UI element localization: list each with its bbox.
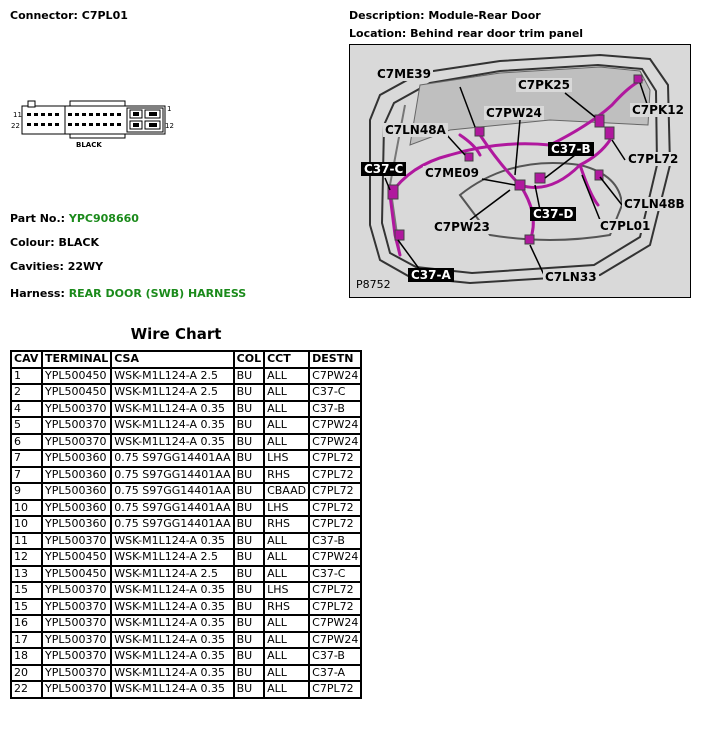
connector-id: C7PL01 — [81, 9, 128, 22]
cell-cct: CBAAD — [264, 483, 309, 500]
header-csa: CSA — [111, 351, 233, 368]
cell-terminal: YPL500370 — [42, 582, 111, 599]
colour-value: BLACK — [58, 236, 99, 249]
cell-terminal: YPL500360 — [42, 483, 111, 500]
callout-c7pk25: C7PK25 — [518, 78, 570, 92]
cell-col: BU — [234, 648, 264, 665]
table-row — [11, 434, 361, 451]
cell-cct: ALL — [264, 632, 309, 649]
cell-cav: 15 — [11, 599, 42, 616]
cell-cct: ALL — [264, 417, 309, 434]
cell-destn: C7PW24 — [309, 417, 361, 434]
callout-c7me39: C7ME39 — [377, 67, 431, 81]
cell-cct: ALL — [264, 368, 309, 385]
description-info — [349, 9, 541, 22]
cell-cav: 2 — [11, 384, 42, 401]
cell-cct: ALL — [264, 615, 309, 632]
cell-cav: 6 — [11, 434, 42, 451]
cell-csa: WSK-M1L124-A 2.5 — [111, 368, 233, 385]
callout-c7pl01: C7PL01 — [600, 219, 651, 233]
cell-cav: 7 — [11, 467, 42, 484]
cell-csa: WSK-M1L124-A 2.5 — [111, 566, 233, 583]
header-cct: CCT — [264, 351, 309, 368]
cell-csa: 0.75 S97GG14401AA — [111, 450, 233, 467]
cell-csa: WSK-M1L124-A 0.35 — [111, 417, 233, 434]
cell-terminal: YPL500370 — [42, 632, 111, 649]
cell-col: BU — [234, 500, 264, 517]
header-cav: CAV — [11, 351, 42, 368]
cell-cct: LHS — [264, 582, 309, 599]
cell-destn: C7PL72 — [309, 450, 361, 467]
cell-destn: C7PL72 — [309, 681, 361, 698]
table-row — [11, 549, 361, 566]
cell-cct: ALL — [264, 533, 309, 550]
table-row — [11, 533, 361, 550]
cell-csa: WSK-M1L124-A 0.35 — [111, 665, 233, 682]
cell-terminal: YPL500370 — [42, 665, 111, 682]
callout-c37c: C37-C — [361, 162, 406, 176]
cell-csa: WSK-M1L124-A 0.35 — [111, 615, 233, 632]
cell-cav: 1 — [11, 368, 42, 385]
pin-label-bottom-left: 22 — [11, 122, 20, 130]
callout-c37b: C37-B — [548, 142, 594, 156]
cell-cct: LHS — [264, 500, 309, 517]
table-row — [11, 599, 361, 616]
cell-destn: C7PL72 — [309, 483, 361, 500]
cell-cct: ALL — [264, 665, 309, 682]
cell-col: BU — [234, 450, 264, 467]
table-row — [11, 516, 361, 533]
cell-cav: 15 — [11, 582, 42, 599]
callout-c7me09: C7ME09 — [425, 166, 479, 180]
cell-csa: WSK-M1L124-A 2.5 — [111, 384, 233, 401]
cell-cav: 12 — [11, 549, 42, 566]
cell-terminal: YPL500360 — [42, 467, 111, 484]
pin-label-top-right: 1 — [167, 105, 172, 113]
cell-cct: RHS — [264, 467, 309, 484]
cell-destn: C37-C — [309, 384, 361, 401]
table-header-row — [11, 351, 361, 368]
table-row — [11, 648, 361, 665]
table-row — [11, 582, 361, 599]
cell-terminal: YPL500370 — [42, 648, 111, 665]
table-row — [11, 368, 361, 385]
cavities-value: 22WY — [67, 260, 104, 273]
callout-c7ln33: C7LN33 — [545, 270, 597, 284]
cell-cav: 11 — [11, 533, 42, 550]
cell-destn: C37-B — [309, 533, 361, 550]
cell-col: BU — [234, 368, 264, 385]
location-label: Location: — [349, 27, 407, 40]
cell-col: BU — [234, 665, 264, 682]
table-row — [11, 384, 361, 401]
cavities-label: Cavities: — [10, 260, 64, 273]
location-info — [349, 27, 583, 40]
cell-col: BU — [234, 401, 264, 418]
callout-c7ln48a: C7LN48A — [385, 123, 446, 137]
cell-terminal: YPL500370 — [42, 434, 111, 451]
pin-label-bottom-right: 12 — [165, 122, 174, 130]
cell-csa: 0.75 S97GG14401AA — [111, 483, 233, 500]
cell-cav: 5 — [11, 417, 42, 434]
cell-cct: ALL — [264, 681, 309, 698]
cell-destn: C7PW24 — [309, 368, 361, 385]
cell-terminal: YPL500450 — [42, 368, 111, 385]
harness-label: Harness: — [10, 287, 65, 300]
cell-destn: C37-B — [309, 401, 361, 418]
cell-cct: ALL — [264, 434, 309, 451]
location-picture — [349, 44, 691, 298]
cell-terminal: YPL500450 — [42, 549, 111, 566]
cell-terminal: YPL500370 — [42, 401, 111, 418]
cell-destn: C7PW24 — [309, 549, 361, 566]
cell-csa: 0.75 S97GG14401AA — [111, 516, 233, 533]
cell-cav: 7 — [11, 450, 42, 467]
cell-destn: C7PL72 — [309, 467, 361, 484]
cell-destn: C7PW24 — [309, 632, 361, 649]
cell-csa: 0.75 S97GG14401AA — [111, 500, 233, 517]
cell-csa: WSK-M1L124-A 0.35 — [111, 648, 233, 665]
cell-terminal: YPL500370 — [42, 681, 111, 698]
header-col: COL — [234, 351, 264, 368]
cell-cct: ALL — [264, 401, 309, 418]
table-row — [11, 632, 361, 649]
cell-destn: C37-A — [309, 665, 361, 682]
part-no-info — [10, 212, 139, 225]
header-terminal: TERMINAL — [42, 351, 111, 368]
cell-terminal: YPL500370 — [42, 417, 111, 434]
cell-csa: WSK-M1L124-A 0.35 — [111, 434, 233, 451]
table-row — [11, 467, 361, 484]
cell-cct: ALL — [264, 549, 309, 566]
table-row — [11, 450, 361, 467]
connector-face-drawing — [10, 100, 180, 150]
callout-c37d: C37-D — [530, 207, 576, 221]
picture-reference: P8752 — [356, 278, 391, 291]
cell-destn: C7PW24 — [309, 615, 361, 632]
cell-csa: 0.75 S97GG14401AA — [111, 467, 233, 484]
wire-chart-body — [11, 368, 361, 698]
cell-terminal: YPL500360 — [42, 516, 111, 533]
table-row — [11, 566, 361, 583]
cell-cct: ALL — [264, 566, 309, 583]
callout-c7ln48b: C7LN48B — [624, 197, 685, 211]
connector-colour-label: BLACK — [76, 141, 102, 149]
cell-col: BU — [234, 582, 264, 599]
cell-cct: LHS — [264, 450, 309, 467]
cell-cct: ALL — [264, 384, 309, 401]
cell-terminal: YPL500360 — [42, 450, 111, 467]
part-no-label: Part No.: — [10, 212, 66, 225]
cell-csa: WSK-M1L124-A 0.35 — [111, 599, 233, 616]
harness-link[interactable]: REAR DOOR (SWB) HARNESS — [68, 287, 247, 300]
cell-col: BU — [234, 681, 264, 698]
cell-col: BU — [234, 549, 264, 566]
description-value: Module-Rear Door — [428, 9, 541, 22]
cell-terminal: YPL500370 — [42, 599, 111, 616]
cell-col: BU — [234, 533, 264, 550]
colour-label: Colour: — [10, 236, 55, 249]
callout-c7pk12: C7PK12 — [632, 103, 684, 117]
cell-csa: WSK-M1L124-A 0.35 — [111, 533, 233, 550]
cell-col: BU — [234, 483, 264, 500]
cell-col: BU — [234, 467, 264, 484]
table-row — [11, 681, 361, 698]
cell-destn: C7PW24 — [309, 434, 361, 451]
callout-c7pw24: C7PW24 — [486, 106, 542, 120]
cell-csa: WSK-M1L124-A 0.35 — [111, 401, 233, 418]
connector-info — [10, 9, 128, 22]
cell-terminal: YPL500450 — [42, 566, 111, 583]
cell-destn: C7PL72 — [309, 516, 361, 533]
cell-cav: 16 — [11, 615, 42, 632]
table-row — [11, 483, 361, 500]
callout-c7pl72: C7PL72 — [628, 152, 679, 166]
cell-terminal: YPL500370 — [42, 533, 111, 550]
cell-cav: 22 — [11, 681, 42, 698]
wire-chart-title: Wire Chart — [130, 325, 222, 343]
cell-csa: WSK-M1L124-A 2.5 — [111, 549, 233, 566]
cell-destn: C7PL72 — [309, 500, 361, 517]
part-no-link[interactable]: YPC908660 — [68, 212, 139, 225]
connector-label: Connector: — [10, 9, 78, 22]
cell-col: BU — [234, 417, 264, 434]
cell-cav: 18 — [11, 648, 42, 665]
colour-info — [10, 236, 99, 249]
cell-cav: 10 — [11, 516, 42, 533]
header-destn: DESTN — [309, 351, 361, 368]
wire-chart-table — [10, 350, 362, 699]
cell-terminal: YPL500370 — [42, 615, 111, 632]
table-row — [11, 615, 361, 632]
callout-c7pw23: C7PW23 — [434, 220, 490, 234]
cell-csa: WSK-M1L124-A 0.35 — [111, 632, 233, 649]
cell-cct: RHS — [264, 599, 309, 616]
cell-cct: ALL — [264, 648, 309, 665]
pin-label-top-left: 11 — [13, 111, 22, 119]
cell-destn: C7PL72 — [309, 599, 361, 616]
cell-cav: 10 — [11, 500, 42, 517]
cell-terminal: YPL500450 — [42, 384, 111, 401]
cell-col: BU — [234, 599, 264, 616]
cell-terminal: YPL500360 — [42, 500, 111, 517]
cavities-info — [10, 260, 103, 273]
cell-col: BU — [234, 632, 264, 649]
cell-csa: WSK-M1L124-A 0.35 — [111, 582, 233, 599]
table-row — [11, 417, 361, 434]
cell-destn: C37-B — [309, 648, 361, 665]
cell-col: BU — [234, 615, 264, 632]
table-row — [11, 500, 361, 517]
cell-cav: 9 — [11, 483, 42, 500]
cell-destn: C7PL72 — [309, 582, 361, 599]
cell-cct: RHS — [264, 516, 309, 533]
harness-info — [10, 287, 246, 300]
cell-col: BU — [234, 566, 264, 583]
cell-cav: 17 — [11, 632, 42, 649]
cell-destn: C37-C — [309, 566, 361, 583]
location-value: Behind rear door trim panel — [410, 27, 584, 40]
cell-cav: 13 — [11, 566, 42, 583]
connector-face-diagram — [10, 100, 180, 150]
cell-col: BU — [234, 434, 264, 451]
cell-csa: WSK-M1L124-A 0.35 — [111, 681, 233, 698]
description-label: Description: — [349, 9, 425, 22]
cell-col: BU — [234, 384, 264, 401]
table-row — [11, 401, 361, 418]
cell-cav: 20 — [11, 665, 42, 682]
cell-col: BU — [234, 516, 264, 533]
cell-cav: 4 — [11, 401, 42, 418]
callout-c37a: C37-A — [408, 268, 454, 282]
table-row — [11, 665, 361, 682]
